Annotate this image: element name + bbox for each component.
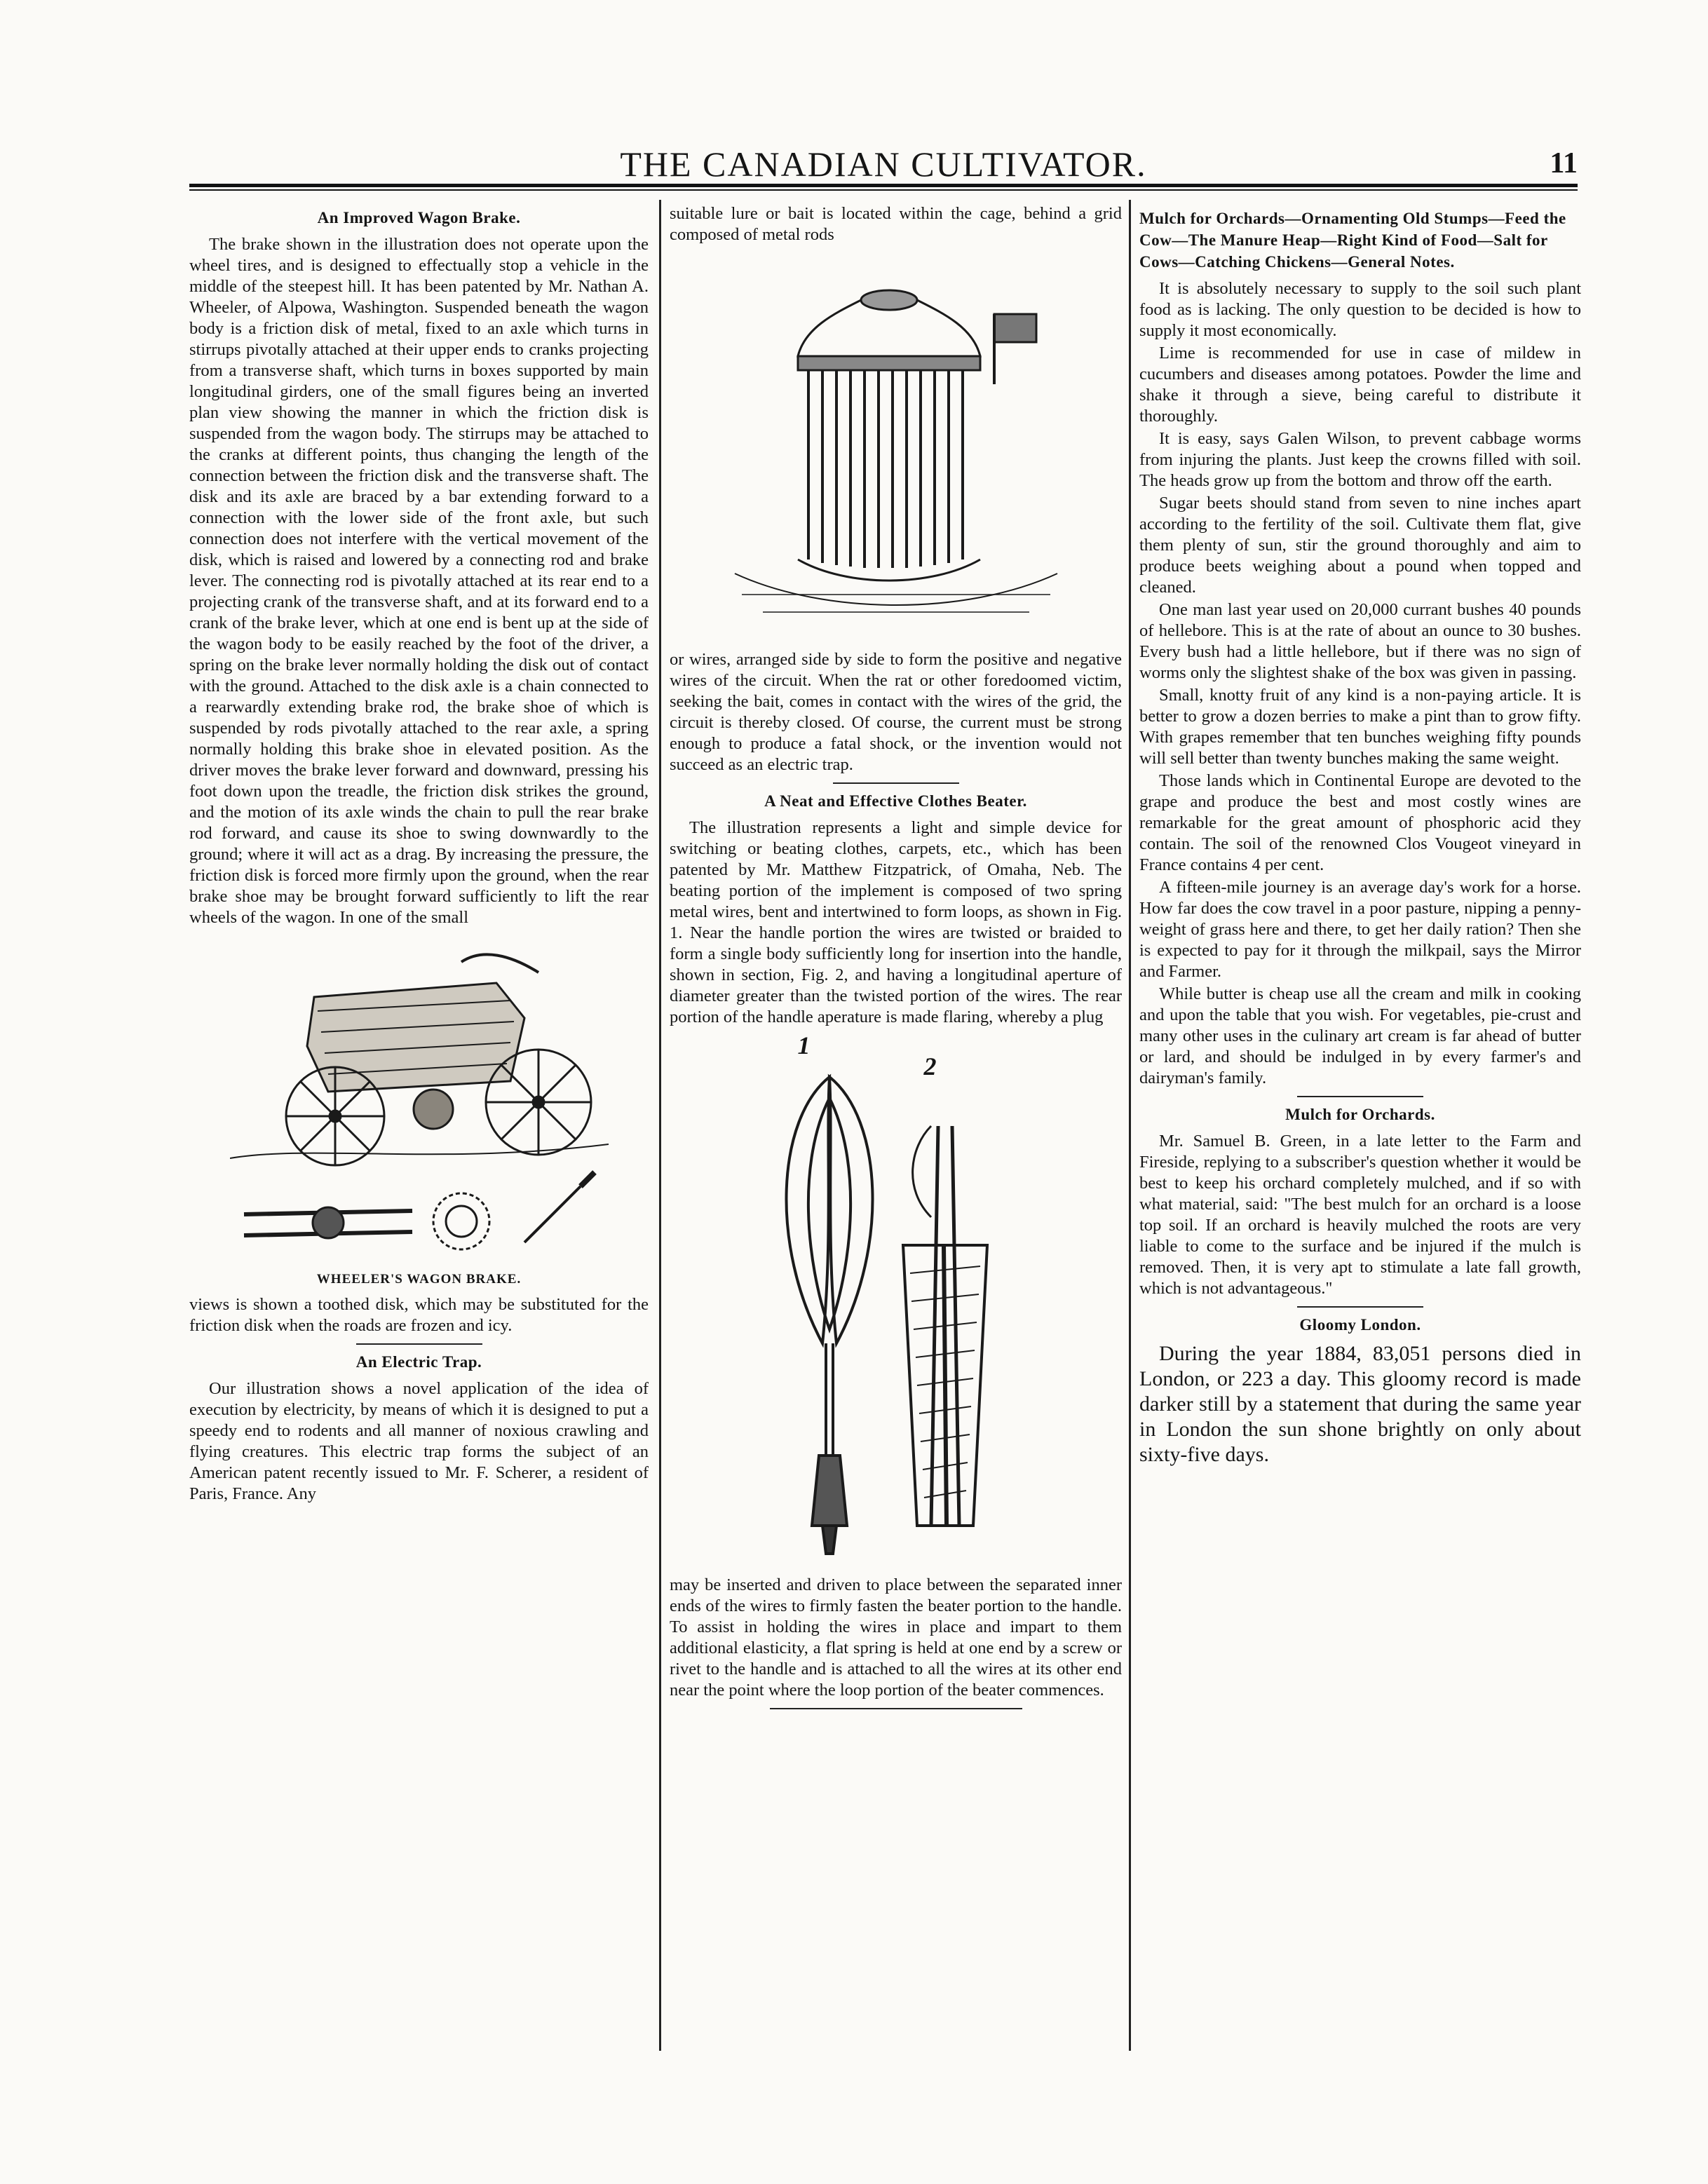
column-1 <box>189 203 649 2061</box>
section-divider <box>1297 1096 1423 1097</box>
note-paragraph: Lime is recommended for use in case of mildew in cucumbers and diseases among potatoes. Powder the lime and shake it through a sieve, being careful to distribute it thoroughly. <box>1139 344 1581 426</box>
section-divider <box>833 782 959 784</box>
note-paragraph: Small, knotty fruit of any kind is a non-paying article. It is better to grow a dozen berries to make a pint than to grow fifty. With grapes remember that ten bunches weighing fifty pounds will sell better than twenty bunches making the same weight. <box>1139 686 1581 768</box>
note-paragraph: It is easy, says Galen Wilson, to prevent cabbage worms from injuring the plants. Just keep the crowns filled with soil. The heads grow up from the bottom and throw off the earth. <box>1139 429 1581 490</box>
section-divider <box>1297 1306 1423 1308</box>
clothes-beater-illustration <box>721 1031 1071 1568</box>
note-paragraph: Those lands which in Continental Europe are devoted to the grape and produce the best and most costly wines are remarkable for the great amount of phosphoric acid they contain. The soil of the renowned Clos Vougeot vineyard in France contains 4 per cent. <box>1139 771 1581 874</box>
note-paragraph: One man last year used on 20,000 currant bushes 40 pounds of hellebore. This is at the rate of about an ounce to 30 bushes. Every bush had a little hellebore, but if there was no sign of worms only the slightest shake of the box was given in passing. <box>1139 600 1581 682</box>
section-divider <box>770 1708 1022 1709</box>
electric-trap-illustration <box>721 251 1071 644</box>
wagon-brake-caption: WHEELER'S WAGON BRAKE. <box>316 1272 522 1287</box>
note-paragraph: It is absolutely necessary to supply to the soil such plant food as is lacking. The only question to be decided is how to supply it most economically. <box>1139 279 1581 340</box>
article-text-clothes-beater-cont: may be inserted and driven to place between the separated inner ends of the wires to firmly fasten the beater portion to the handle. To assist in holding the wires in place and impart to them additional elasticity, a flat spring is held at one end by a screw or rivet to the handle and is attached to all the wires at its other end near the point where the loop portion of the beater commences. <box>670 1575 1122 1700</box>
figure-1-label: 1 <box>797 1031 811 1059</box>
column-divider <box>659 200 661 2051</box>
article-heading-clothes-beater: A Neat and Effective Clothes Beater. <box>764 792 1027 810</box>
article-heading-mulch: Mulch for Orchards. <box>1285 1106 1435 1123</box>
column-3 <box>1139 203 1581 2061</box>
page-title: THE CANADIAN CULTIVATOR. <box>620 144 1147 184</box>
article-text-electric-trap-end: or wires, arranged side by side to form the positive and negative wires of the circuit. When the rat or other foredoomed victim, seeking the bait, comes in contact with the wires of the grid, the circuit is thereby closed. Of course, the current must be strong enough to produce a fatal shock, or the invention would not succeed as an electric trap. <box>670 650 1122 774</box>
note-paragraph: While butter is cheap use all the cream and milk in cooking and upon the table that you wish. For vegetables, pie-crust and many other uses in the culinary art cream is far ahead of butter or lard, and should be indulged in by every farmer's and dairyman's family. <box>1139 984 1581 1087</box>
article-heading-electric-trap: An Electric Trap. <box>355 1353 482 1371</box>
article-text-wagon-brake-cont: views is shown a toothed disk, which may be substituted for the friction disk when the roads are frozen and icy. <box>189 1295 649 1335</box>
note-paragraph: A fifteen-mile journey is an average day's work for a horse. How far does the cow travel in a poor pasture, nipping a penny-weight of grass here and there, to get her daily ration? Then she is expected to pay for it through the milkpail, says the Mirror and Farmer. <box>1139 878 1581 981</box>
article-text-mulch: Mr. Samuel B. Green, in a late letter to the Farm and Fireside, replying to a subscriber's question whether it would be best to keep his orchard completely mulched, and if so with what material, said: "The best mulch for an orchard is a loose top soil. If an orchard is heavily mulched the roots are very liable to come to the surface and be injured if the mulch is removed. Then, it is very apt to stimulate a late fall growth, which is not advantageous." <box>1139 1132 1581 1298</box>
note-paragraph: Sugar beets should stand from seven to nine inches apart according to the fertility of the soil. Cultivate them flat, give them plenty of sun, stir the ground thoroughly and aim to produce beets weighing about a pound when topped and cleaned. <box>1139 494 1581 597</box>
figure-2-label: 2 <box>923 1052 937 1080</box>
article-heading-gloomy-london: Gloomy London. <box>1299 1316 1421 1334</box>
column-divider <box>1129 200 1131 2051</box>
column-2 <box>670 203 1122 2061</box>
article-text-electric-trap-cont: suitable lure or bait is located within the cage, behind a grid composed of metal rods <box>670 204 1122 244</box>
article-heading-wagon-brake: An Improved Wagon Brake. <box>317 209 521 226</box>
page-number: 11 <box>1550 147 1578 179</box>
section-divider <box>356 1343 482 1345</box>
wagon-brake-illustration <box>230 934 609 1263</box>
article-text-clothes-beater: The illustration represents a light and simple device for switching or beating clothes, carpets, etc., which has been patented by Mr. Matthew Fitzpatrick, of Omaha, Neb. The beating portion of the implement is composed of two spring metal wires, bent and intertwined to form loops, as shown in Fig. 1. Near the handle portion the wires are twisted or braided to form a single body sufficiently long for insertion into the handle, shown in section, Fig. 2, and having a longitudinal aperture of diameter greater than the twisted portion of the wires. The rear portion of the handle aperature is made flaring, whereby a plug <box>670 818 1122 1026</box>
page-header <box>189 144 1578 186</box>
article-text-electric-trap: Our illustration shows a novel application of the idea of execution by electricity, by means of which it is designed to put a speedy end to rodents and all manner of noxious crawling and flying creatures. This electric trap forms the subject of an American patent recently issued to Mr. F. Scherer, a resident of Paris, France. Any <box>189 1379 649 1503</box>
header-rule <box>189 184 1578 191</box>
general-notes-heading: Mulch for Orchards—Ornamenting Old Stumps—Feed the Cow—The Manure Heap—Right Kind of Food—Salt for Cows—Catching Chickens—General Notes. <box>1139 210 1566 271</box>
clothes-beater-figures <box>721 1031 1071 1568</box>
article-text-gloomy-london: During the year 1884, 83,051 persons died in London, or 223 a day. This gloomy record is made darker still by a statement that during the same year in London the sun shone brightly on only about sixty-five days. <box>1139 1342 1581 1466</box>
article-text-wagon-brake: The brake shown in the illustration does not operate upon the wheel tires, and is designed to effectually stop a vehicle in the middle of the steepest hill. It has been patented by Mr. Nathan A. Wheeler, of Alpowa, Washington. Suspended beneath the wagon body is a friction disk of metal, fixed to an axle which turns in stirrups pivotally attached at their upper ends to cranks projecting from a transverse shaft, which turns in boxes supported by main longitudinal girders, one of the small figures being an inverted plan view showing the manner in which the friction disk is suspended from the wagon body. The stirrups may be attached to the cranks at different points, thus changing the length of the connection between the friction disk and the transverse shaft. The disk and its axle are braced by a bar extending forward to a connection with the lower side of the front axle, but such connection does not interfere with the vertical movement of the disk, which is raised and lowered by a connecting rod and brake lever. The connecting rod is pivotally attached at its rear end to a projecting crank of the transverse shaft, and at its forward end to a crank of the brake lever, which at one end is bent up at the side of the wagon body to be easily reached by the foot of the driver, a spring on the brake lever normally holding the disk out of contact with the ground. Attached to the disk axle is a chain connected to a rearwardly extending brake rod, the brake shoe of which is suspended by rods pivotally attached to the rear axle, a spring normally holding this brake shoe in elevated position. As the driver moves the brake lever forward and downward, pressing his foot down upon the treadle, the friction disk strikes the ground, and the motion of its axle winds the chain to pull the rear brake rod forward, and cause its shoe to swing downwardly to the ground; where it will act as a drag. By increasing the pressure, the friction disk is forced more firmly upon the ground, when the rear brake shoe may be brought forward sufficiently to lift the rear wheels of the wagon. In one of the small <box>189 235 649 927</box>
